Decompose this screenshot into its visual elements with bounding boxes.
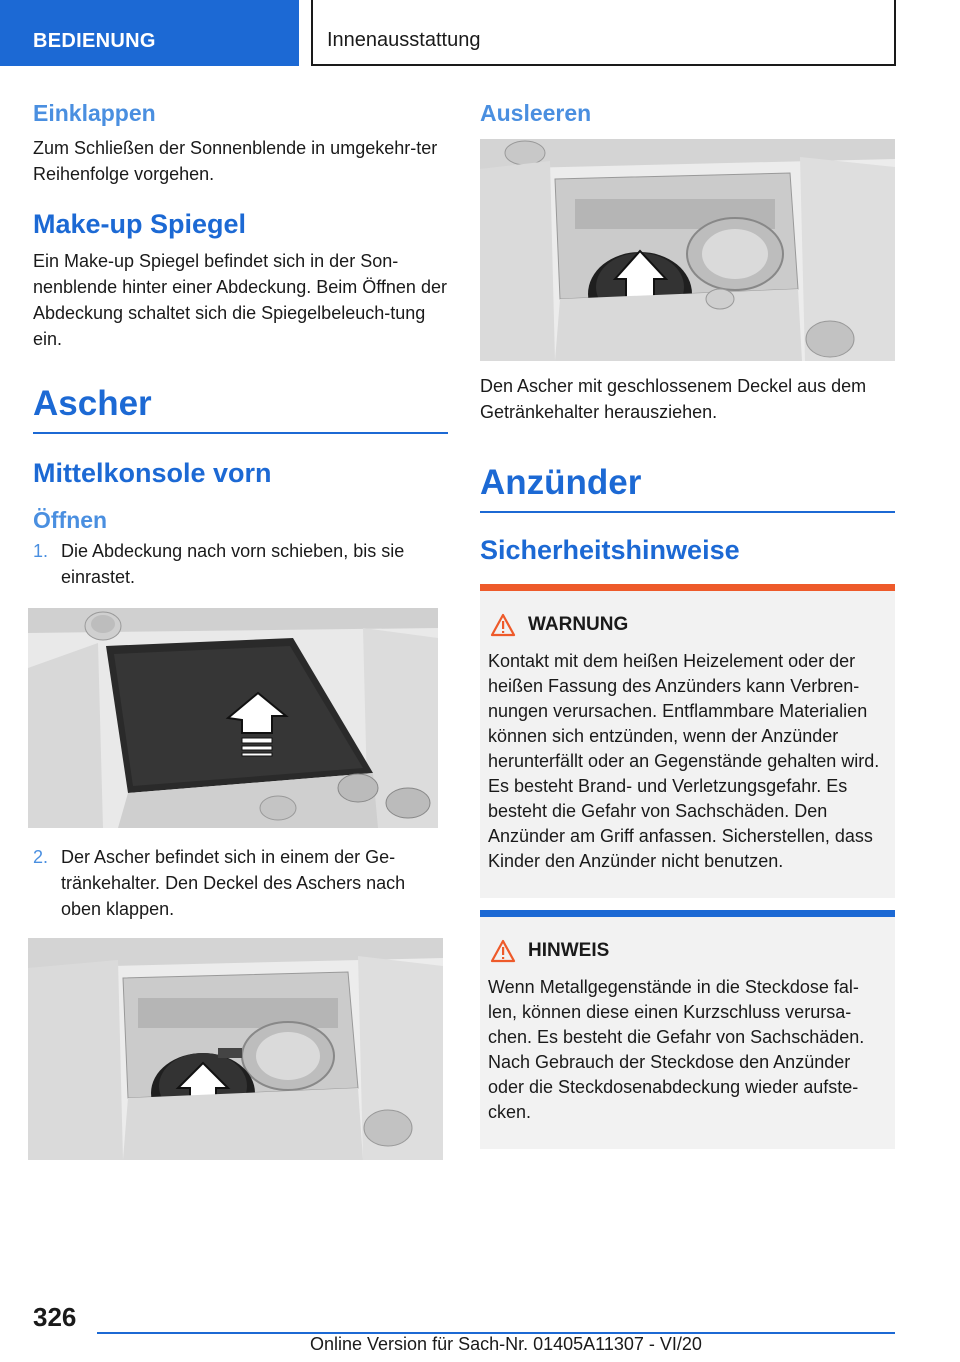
- einklappen-heading: Einklappen: [33, 100, 156, 126]
- ausleeren-heading: Ausleeren: [480, 100, 592, 126]
- sicherheit-heading: Sicherheitshinweise: [480, 535, 740, 565]
- figure-ashtray-remove: [480, 139, 895, 361]
- warning-box: [480, 584, 895, 898]
- step-number: 2.: [33, 847, 49, 867]
- step-2: [33, 844, 448, 922]
- mittelkonsole-heading: Mittelkonsole vorn: [33, 458, 272, 488]
- step-text: Die Abdeckung nach vorn schieben, bis sie einrastet.: [61, 541, 405, 587]
- right-column: [480, 100, 895, 1149]
- warning-triangle-icon: [490, 939, 516, 963]
- online-version-text: Online Version für Sach-Nr. 01405A11307 - VI/20: [310, 1334, 702, 1354]
- ausleeren-text: Den Ascher mit geschlossenem Deckel aus dem Getränkehalter herausziehen.: [480, 376, 867, 422]
- anzuender-heading: Anzünder: [480, 463, 895, 513]
- warning-title-row: [488, 613, 887, 637]
- oeffnen-heading: Öffnen: [33, 507, 108, 533]
- hint-box: [480, 910, 895, 1149]
- left-column: [33, 100, 448, 1160]
- makeup-heading: Make-up Spiegel: [33, 209, 247, 239]
- step-number: 1.: [33, 541, 49, 561]
- ascher-heading: Ascher: [33, 384, 448, 434]
- einklappen-text: Zum Schließen der Sonnenblende in umgekehr-ter Reihenfolge vorgehen.: [33, 138, 438, 184]
- chapter-tab: Innenausstattung: [311, 0, 896, 66]
- section-tab: BEDIENUNG: [0, 0, 299, 66]
- warning-triangle-icon: [490, 613, 516, 637]
- page-footer: [0, 1290, 960, 1362]
- hint-text: Wenn Metallgegenstände in die Steckdose fal-len, können diese einen Kurzschluss verursa-chen. Es besteht die Gefahr von Sachschäden. Nach Gebrauch der Steckdose den Anzünder oder die Steckdosenabdeckung wieder aufste-cken.: [488, 977, 865, 1122]
- figure-ashtray-open: [28, 938, 443, 1160]
- warning-text: Kontakt mit dem heißen Heizelement oder der heißen Fassung des Anzünders kann Verbren-nungen verursachen. Entflammbare Materialien können sich entzünden, wenn der Anzünder herunterfällt oder an Gegenstände gehalten wird. Es besteht Brand- und Verletzungsgefahr. Es besteht die Gefahr von Sachschäden. Den Anzünder am Griff anfassen. Sicherstellen, dass Kinder den Anzünder nicht benutzen.: [488, 651, 880, 871]
- warning-title: WARNUNG: [528, 614, 629, 635]
- figure-cover-slide: [28, 608, 438, 828]
- hint-title-row: [488, 939, 887, 963]
- page-header: [0, 0, 960, 66]
- step-1: [33, 538, 448, 590]
- step-text: Der Ascher befindet sich in einem der Ge-tränkehalter. Den Deckel des Aschers nach oben klappen.: [61, 847, 406, 919]
- makeup-text: Ein Make-up Spiegel befindet sich in der Son-nenblende hinter einer Abdeckung. Beim Öffnen der Abdeckung schaltet sich die Spiegelbeleuch-tung ein.: [33, 251, 447, 349]
- page-number: 326: [33, 1302, 77, 1332]
- hint-title: HINWEIS: [528, 940, 610, 961]
